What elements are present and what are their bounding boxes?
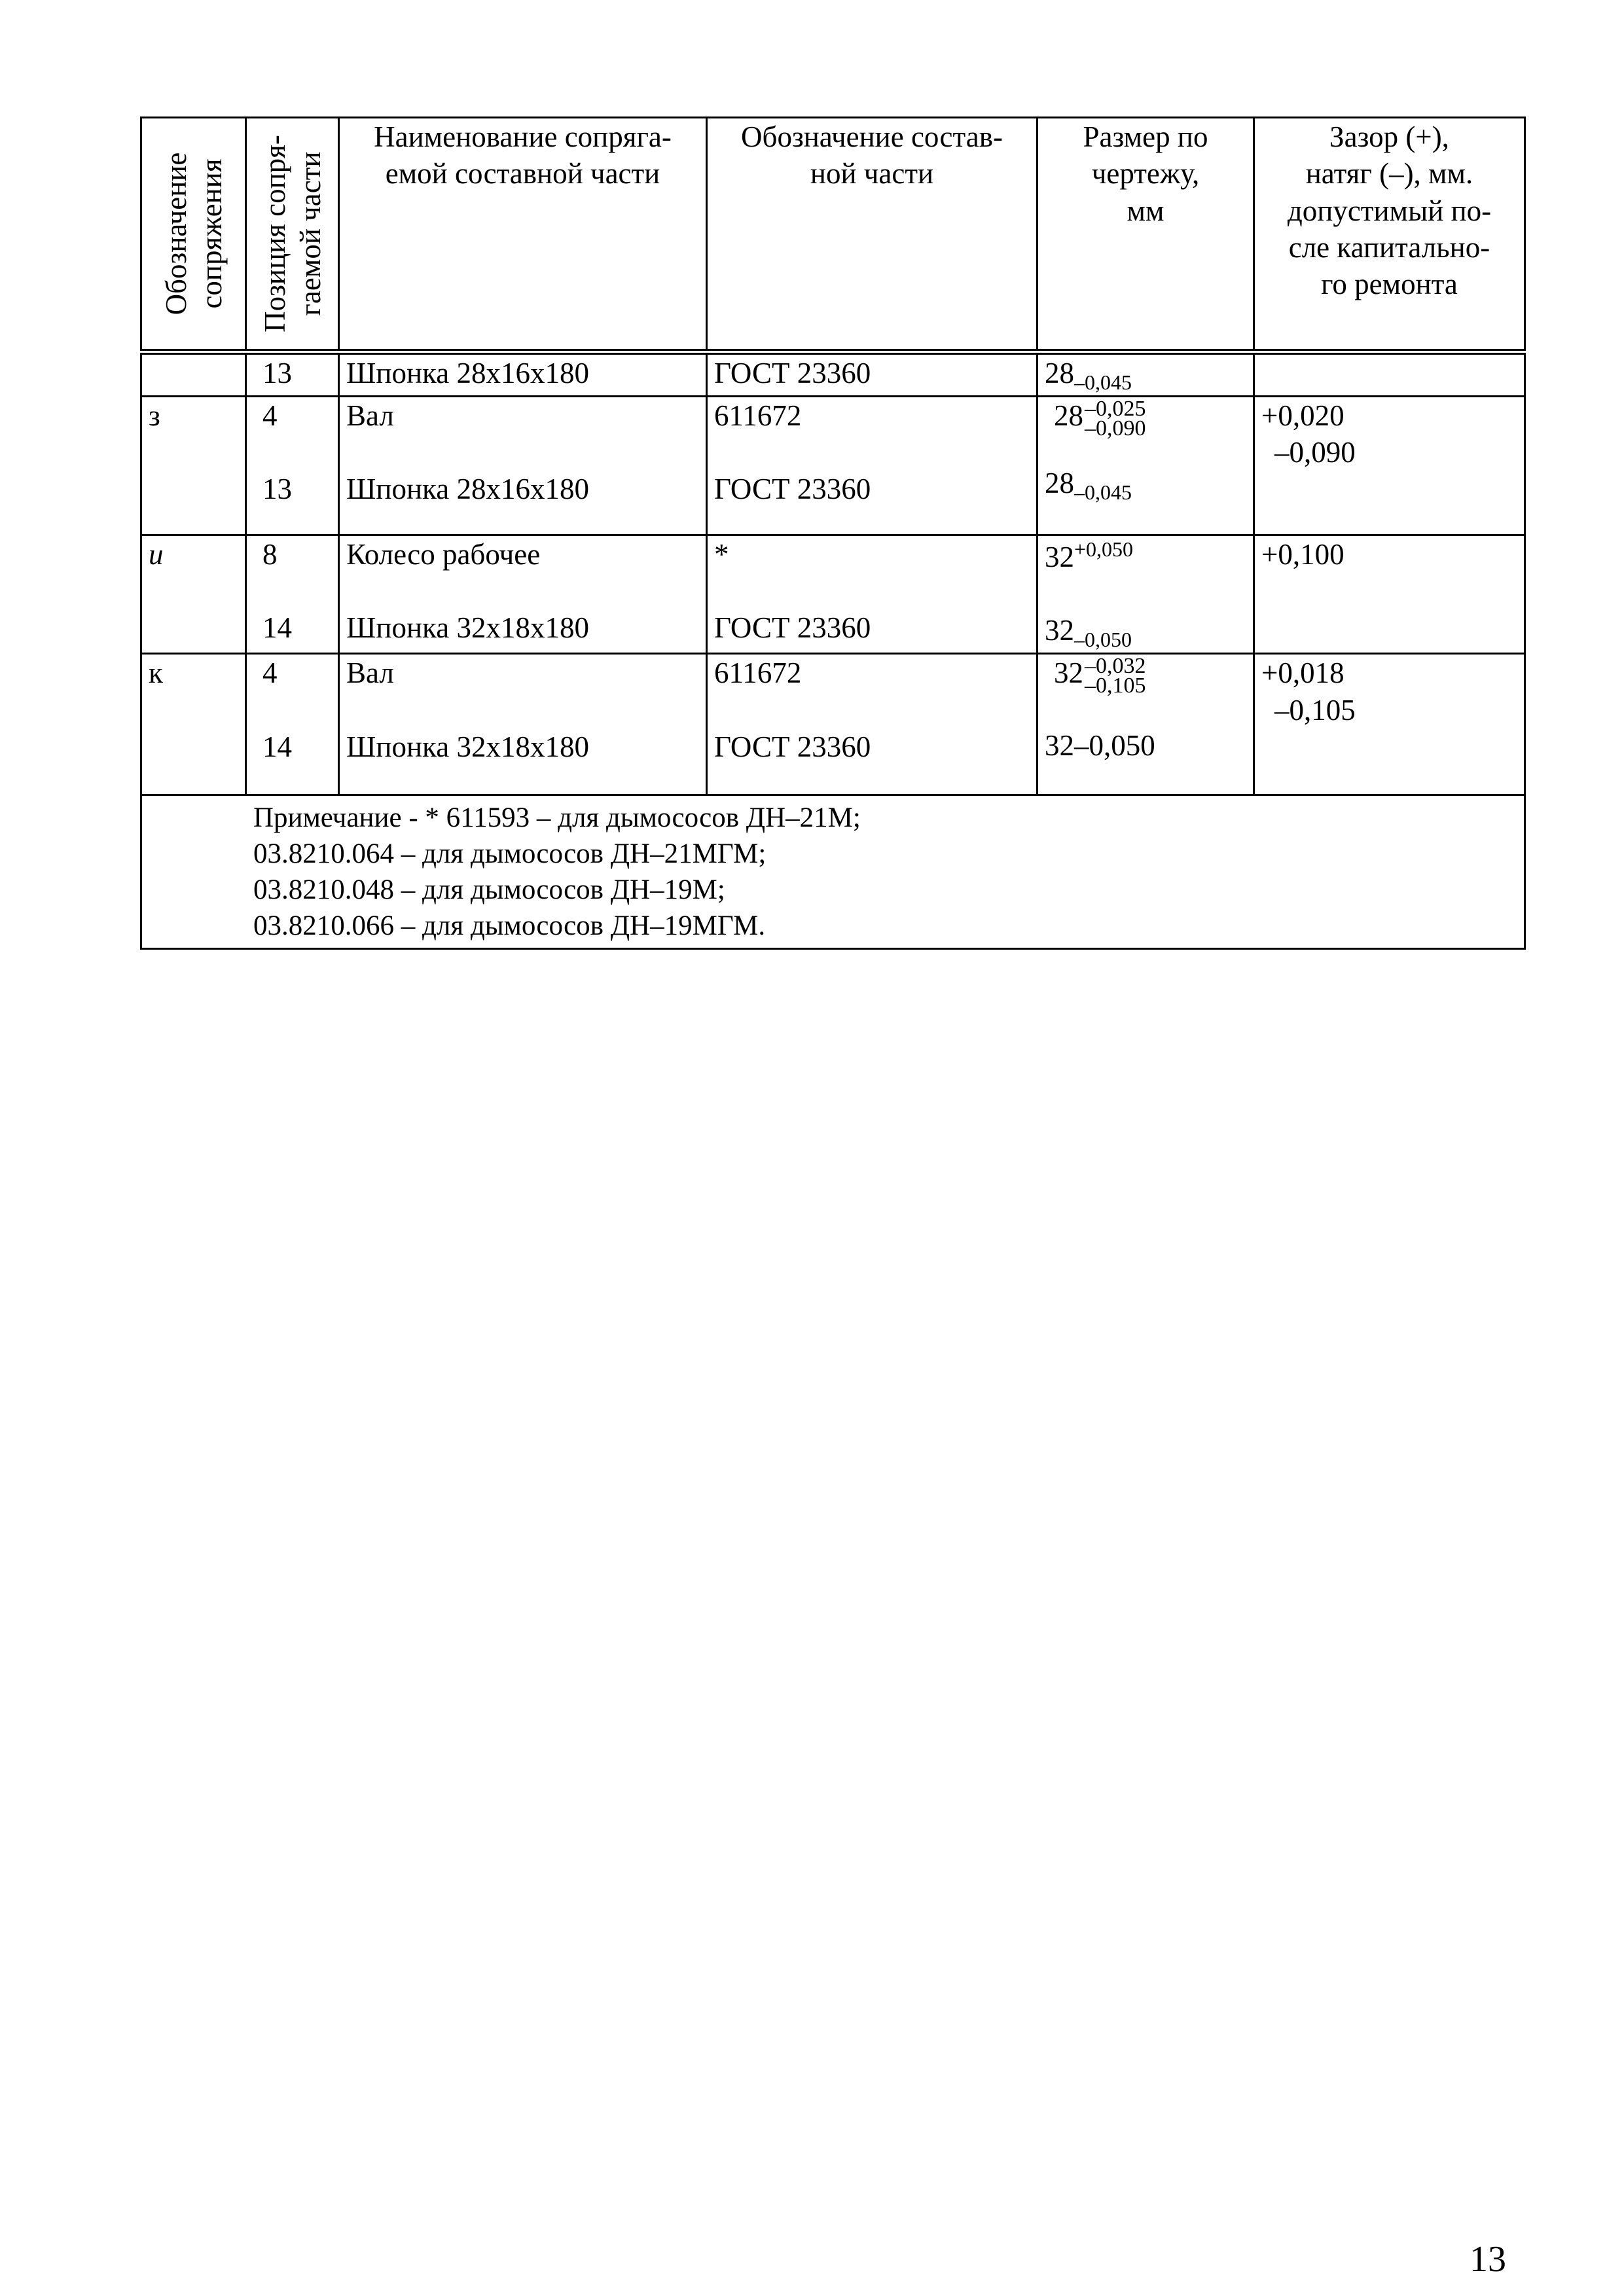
mating-mark: з [141, 397, 246, 535]
designation-cell: 611672 ГОСТ 23360 [707, 654, 1038, 795]
table-header-row [141, 118, 1525, 352]
part-name-cell: Шпонка 28х16х180 [339, 352, 707, 397]
note-line: Примечание - * 611593 – для дымососов ДН–21М; [253, 802, 861, 834]
note-line: 03.8210.066 – для дымососов ДН–19МГМ. [253, 910, 766, 942]
size-cell [1038, 654, 1254, 795]
position-cell: 4 14 [246, 654, 339, 795]
part-name-cell: Вал Шпонка 28х16х180 [339, 397, 707, 535]
note-cell [141, 795, 1525, 949]
size-cell [1038, 397, 1254, 535]
header-clearance: Зазор (+), натяг (–), мм. допустимый по- сле капитально- го ремонта [1254, 118, 1525, 352]
table-row [141, 397, 1525, 535]
table-row [141, 654, 1525, 795]
size-cell [1038, 535, 1254, 654]
clearance-cell: +0,020 –0,090 [1254, 397, 1525, 535]
header-part-name: Наименование сопряга- емой составной части [339, 118, 707, 352]
page-number: 13 [1470, 2239, 1506, 2280]
position-cell: 8 14 [246, 535, 339, 654]
position-cell: 13 [246, 352, 339, 397]
size-value: 32 –0,032 –0,105 [1054, 653, 1146, 698]
mating-mark: к [141, 654, 246, 795]
size-value: $28_{-0,045}$ [1045, 466, 1132, 504]
position-cell: 4 13 [246, 397, 339, 535]
header-drawing-size: Размер по чертежу, мм [1038, 118, 1254, 352]
clearance-cell: +0,018 –0,105 [1254, 654, 1525, 795]
header-part-designation: Обозначение состав- ной части [707, 118, 1038, 352]
note-line: 03.8210.064 – для дымососов ДН–21МГМ; [253, 838, 767, 870]
size-value: 32–0,050 [1045, 728, 1155, 762]
clearance-cell: +0,100 [1254, 535, 1525, 654]
header-mating-designation: Обозначение сопряжения [141, 118, 246, 352]
size-cell [1038, 352, 1254, 397]
size-value: $32^{+0,050}$ [1045, 537, 1134, 573]
size-value: 28 –0,025 –0,090 [1054, 396, 1146, 440]
clearance-cell [1254, 352, 1525, 397]
designation-cell: ГОСТ 23360 [707, 352, 1038, 397]
mating-mark: и [141, 535, 246, 654]
table-row [141, 535, 1525, 654]
designation-cell: 611672 ГОСТ 23360 [707, 397, 1038, 535]
mating-mark [141, 352, 246, 397]
size-value: $32_{-0,050}$ [1045, 614, 1132, 652]
table-row [141, 352, 1525, 397]
part-name-cell: Вал Шпонка 32х18х180 [339, 654, 707, 795]
header-part-position: Позиция сопря- гаемой части [246, 118, 339, 352]
note-line: 03.8210.048 – для дымососов ДН–19М; [253, 874, 725, 906]
part-name-cell: Колесо рабочее Шпонка 32х18х180 [339, 535, 707, 654]
designation-cell: * ГОСТ 23360 [707, 535, 1038, 654]
size-value: $28_{-0,045}$ [1045, 357, 1132, 394]
note-row [141, 795, 1525, 949]
mating-parts-table [140, 117, 1526, 950]
